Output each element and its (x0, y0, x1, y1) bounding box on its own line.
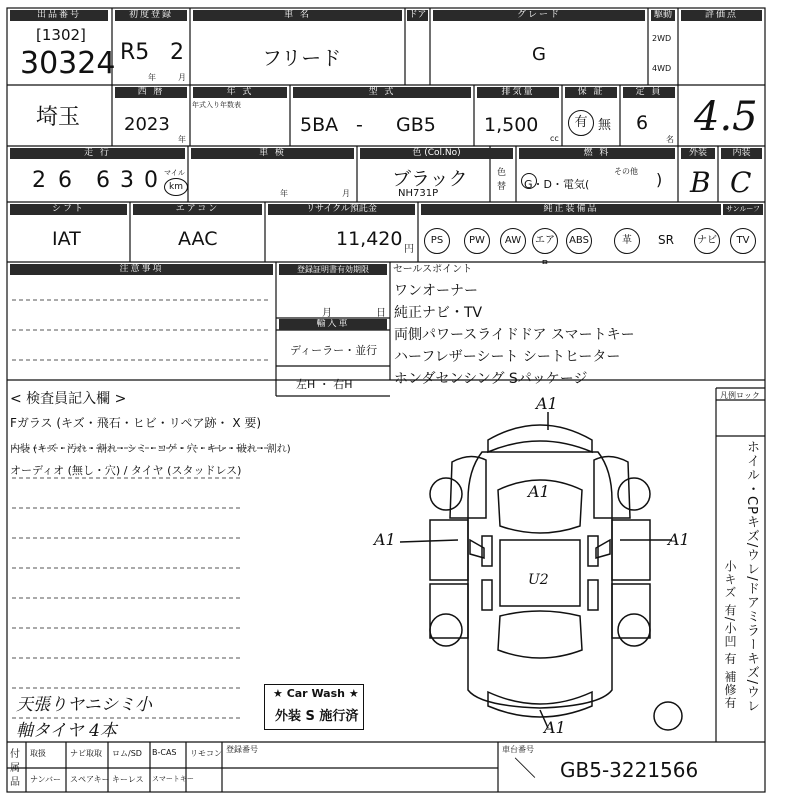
chassis-label: 車台番号 (502, 745, 534, 754)
capacity: 6 (636, 112, 649, 134)
region: 埼玉 (36, 105, 81, 130)
car-name-label: 車 名 (193, 10, 402, 21)
equipment-item: エア (532, 228, 558, 254)
caution-label: 注意事項 (10, 264, 273, 275)
model-year-label: 年 式 (193, 87, 287, 98)
grade-label: グレード (433, 10, 645, 21)
dealer-parallel: ディーラー・並行 (290, 344, 378, 357)
interior-score: C (730, 166, 752, 199)
inspection-year-unit: 年 (280, 189, 288, 198)
capacity-label: 定 員 (623, 87, 675, 98)
equipment-item: PW (464, 228, 490, 254)
registration-month: 月 (322, 308, 332, 319)
cooler-yes-circled: 有 (568, 110, 594, 136)
footer-nav: ナビ取取 (70, 749, 102, 758)
score-label: 評価点 (681, 10, 762, 21)
footer-rom-sd: ロム/SD (112, 749, 142, 758)
equipment-item: 革 (614, 228, 640, 254)
equipment-item: SR (658, 233, 674, 247)
car-right-front-door (612, 520, 650, 580)
car-wheel-lr (430, 614, 462, 646)
footer-number: ナンバー (30, 775, 62, 784)
drive-2wd: 2WD (652, 34, 672, 43)
color-label: 色 (Col.No) (360, 148, 513, 159)
fuel-close: ) (656, 170, 663, 189)
shift-label: シフト (10, 204, 127, 215)
mileage-digit-4: 3 (120, 168, 134, 193)
accessories-side-label: 付属品 (10, 749, 20, 788)
capacity-unit: 名 (666, 135, 674, 144)
footer-keyless: キーレス (112, 775, 144, 784)
mileage-digit-5: 0 (144, 168, 158, 193)
footer-bcas: B-CAS (152, 748, 177, 757)
drive-4wd: 4WD (652, 64, 672, 73)
footer-remote: リモコン (190, 749, 222, 758)
grade: G (532, 44, 546, 65)
fuel-options: G・D・電気( (524, 178, 590, 191)
type-prefix: 5BA (300, 114, 339, 136)
footer-handling: 取扱 (30, 749, 46, 758)
year-unit-2: 年 (178, 135, 186, 144)
color-code: NH731P (398, 188, 439, 199)
registration-day: 日 (376, 308, 386, 319)
cooler-no: 無 (598, 118, 612, 133)
recycle: 11,420 (336, 228, 403, 250)
mileage-digit-1: 2 (32, 168, 46, 193)
equipment-item: PS (424, 228, 450, 254)
footer-spare-key: スペアキー (70, 775, 110, 784)
ac: AAC (178, 228, 218, 250)
damage-mark-hood: A1 (528, 482, 550, 501)
doors-label: ドア (408, 10, 427, 20)
damage-mark-roof: U2 (528, 572, 549, 588)
fuel-label: 燃 料 (519, 148, 675, 159)
mileage-unit-mile: マイル (164, 169, 185, 177)
damage-mark-left: A1 (374, 530, 396, 549)
leader-left (400, 540, 458, 542)
vehicle-inspection-label: 車 検 (191, 148, 354, 159)
lot-label: 出品番号 (10, 10, 108, 21)
car-left-front-door (430, 520, 468, 580)
fuel-other: その他 (614, 167, 638, 176)
chassis-number: GB5-3221566 (560, 758, 699, 782)
equipment-item: ナビ (694, 228, 720, 254)
sales-point-3: 両側パワースライドドア スマートキー (394, 327, 635, 343)
footer-smart-key: スマートキー (152, 775, 194, 783)
car-wheel-rr (618, 614, 650, 646)
car-wheel-rf (618, 478, 650, 510)
car-wash-body: 外装 S 施行済 (275, 709, 359, 724)
equipment-item: ABS (566, 228, 592, 254)
lot-number: 30324 (20, 46, 116, 81)
first-reg-month: 2 (170, 40, 184, 65)
chassis-slash: ＼ (514, 757, 537, 782)
score-value: 4.5 (694, 94, 758, 140)
damage-mark-right: A1 (668, 530, 690, 549)
mileage-label: 走 行 (10, 148, 185, 159)
car-left-rear-glass (482, 580, 492, 610)
sales-point-1: ワンオーナー (394, 283, 478, 299)
mileage-digit-2: 6 (58, 168, 72, 193)
car-right-rear-glass (588, 580, 598, 610)
registration-number-label: 登録番号 (226, 745, 258, 754)
car-wash-title: ★ Car Wash ★ (273, 687, 359, 700)
inspector-note-1: 天張りヤニシミ小 (16, 695, 152, 715)
spare-tire (654, 702, 682, 730)
car-name: フリード (262, 46, 342, 70)
recycle-label: リサイクル預託金 (268, 204, 415, 215)
inspector-audio-tire: オーディオ (無し・穴) / タイヤ (スタッドレス) (10, 464, 242, 477)
year-label: 西 暦 (115, 87, 187, 98)
import-label: 輸入車 (279, 319, 387, 330)
interior-label: 内装 (721, 148, 762, 159)
damage-mark-rear: A1 (544, 718, 566, 737)
cooler-label: 保 証 (565, 87, 617, 98)
sales-point-2: 純正ナビ・TV (394, 305, 483, 321)
type-code: GB5 (396, 114, 436, 136)
month-unit: 月 (178, 73, 186, 82)
inspector-interior: 内装 (キズ・汚れ・割れ・シミ・コゲ・穴・キレ・破れ・割れ) (10, 444, 291, 455)
equipment-item: TV (730, 228, 756, 254)
exterior-label: 外装 (681, 148, 715, 159)
registration-expiry-label: 登録証明書有効期限 (279, 264, 387, 275)
car-front-bumper (488, 425, 592, 452)
era: R5 (120, 40, 150, 65)
inspector-title: < 検査員記入欄 > (10, 391, 127, 407)
lot-bracket: [1302] (36, 26, 86, 44)
sales-points-label: セールスポイント (393, 264, 763, 275)
displacement-label: 排気量 (477, 87, 559, 98)
damage-mark-front: A1 (536, 394, 558, 413)
displacement: 1,500 (484, 114, 539, 136)
color: ブラック (392, 168, 468, 190)
shift: IAT (52, 228, 81, 250)
first-reg-label: 初度登録 (115, 10, 187, 21)
car-rear-window (498, 611, 582, 658)
mileage-digit-3: 6 (96, 168, 110, 193)
inspector-note-2: 軸タイヤ 4本 (16, 721, 117, 741)
diagram-side-text: ホイル・CPキズ/ウレ/ドアミラーキズ/ウレ (744, 440, 759, 714)
type-label: 型 式 (293, 87, 471, 98)
inspector-windshield: Fガラス (キズ・飛石・ヒビ・リペア跡・ X 要) (10, 416, 262, 430)
steering-side: 左H ・ 右H (296, 378, 353, 391)
exterior-score: B (690, 166, 711, 199)
inspection-month-unit: 月 (342, 189, 350, 198)
sales-point-5: ホンダセンシング Sパッケージ (394, 371, 588, 387)
diagram-side-sub: 小キズ 有/小凹 有 補修有 (723, 560, 737, 710)
diagram-legend-label: 凡例ロック (720, 391, 760, 400)
type-sep: - (356, 114, 363, 136)
year: 2023 (124, 114, 170, 135)
car-wheel-lf (430, 478, 462, 510)
sunroof-label: サンルーフ (723, 204, 763, 215)
year-unit: 年 (148, 73, 156, 82)
mileage-unit-km-circled: km (164, 178, 188, 196)
equipment-item: AW (500, 228, 526, 254)
drive-label: 駆動 (651, 10, 675, 21)
cc-unit: cc (550, 134, 559, 143)
year-sub: 年式入り年数表 (192, 101, 241, 109)
equipment-label: 純正装備品 (421, 204, 721, 215)
sales-point-4: ハーフレザーシート シートヒーター (394, 349, 621, 365)
ac-label: エアコン (133, 204, 262, 215)
recycle-unit: 円 (404, 244, 414, 255)
color-change-label: 色替 (497, 168, 507, 192)
